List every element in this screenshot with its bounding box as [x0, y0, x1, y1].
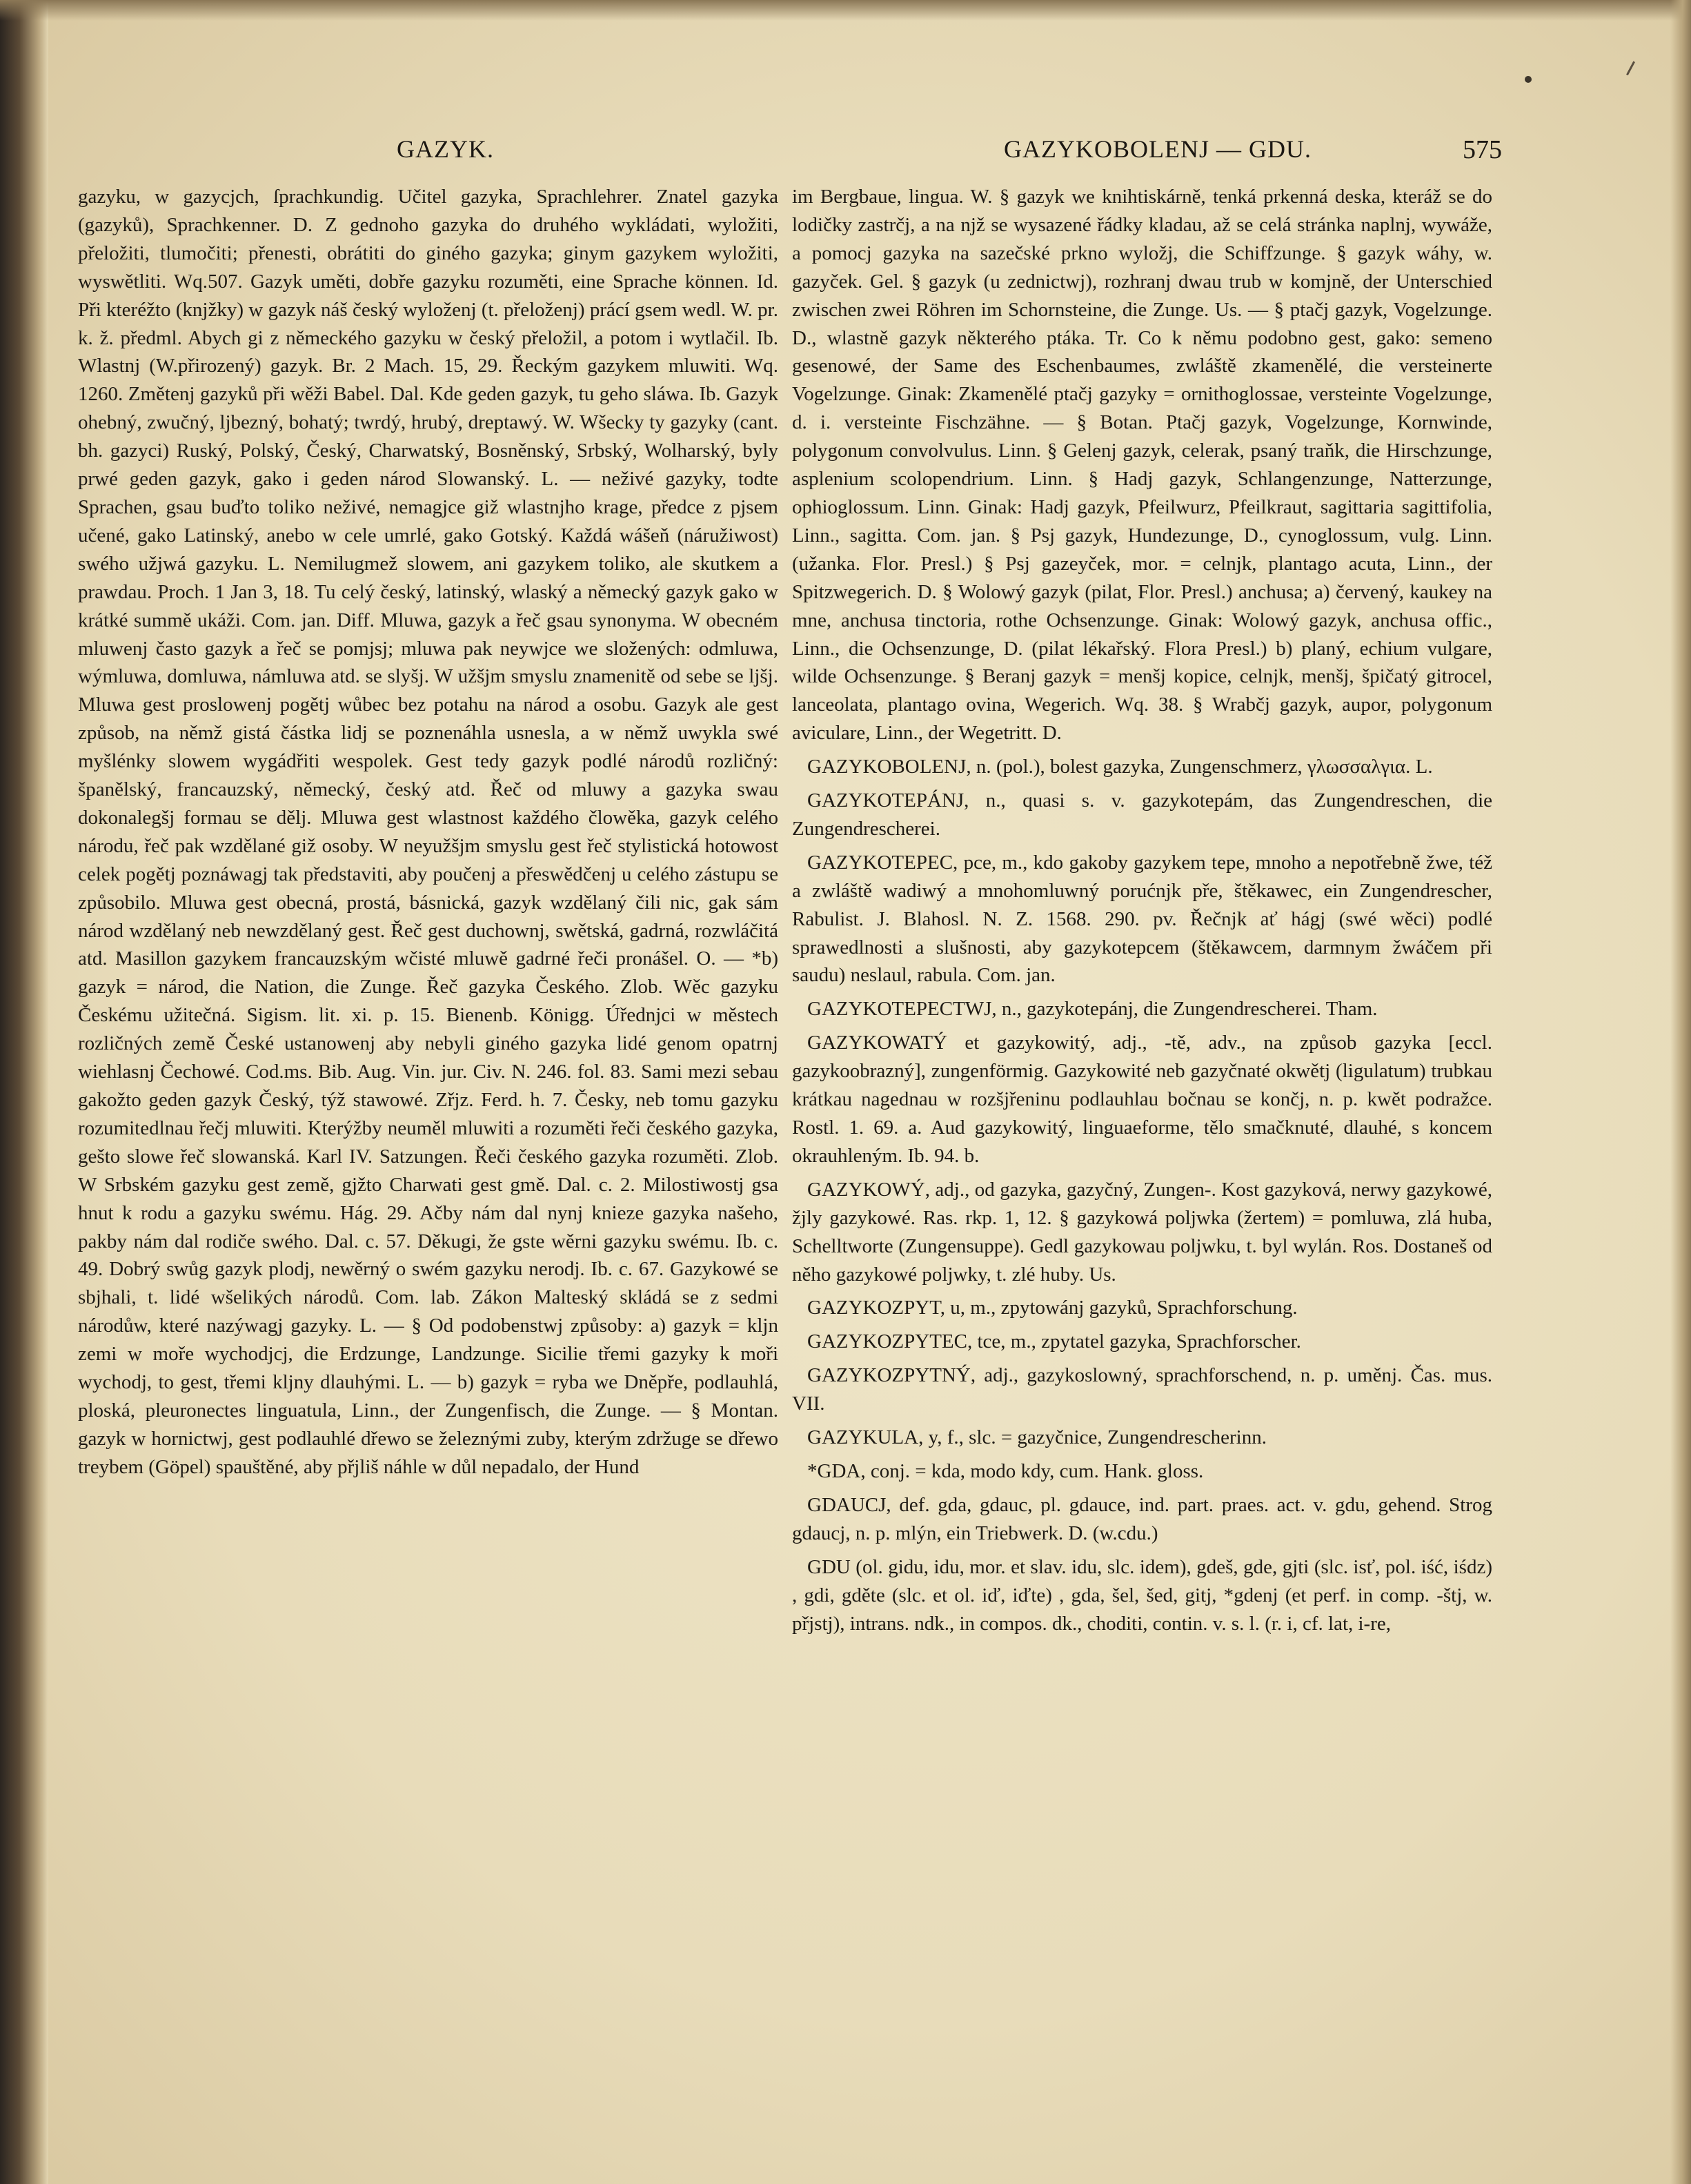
dictionary-entry: GAZYKOZPYTNÝ, adj., gazykoslowný, sprachforschend, n. p. uměnj. Čas. mus. VII. — [792, 1364, 1492, 1415]
header-left-title: GAZYK. — [397, 135, 494, 163]
pencil-mark — [1626, 61, 1635, 76]
dictionary-entry: GAZYKULA, y, f., slc. = gazyčnice, Zungendrescherinn. — [807, 1426, 1267, 1449]
dictionary-entry: GDU (ol. gidu, idu, mor. et slav. idu, slc. idem), gdeš, gde, gjti (slc. isť, pol. iść, iśdz) , gdi, gděte (slc. et ol. iď, iďte) , gda, šel, šed, gitj, *gdenj (et perf. in comp. -štj, w. přjstj), intrans. ndk., in compos. dk., choditi, contin. v. s. l. (r. i, cf. lat, i-re, — [792, 1555, 1492, 1635]
dictionary-entry: GDAUCJ, def. gda, gdauc, pl. gdauce, ind. part. praes. act. v. gdu, gehend. Strog gdaucj, n. p. mlýn, ein Triebwerk. D. (w.cdu.) — [792, 1493, 1492, 1544]
dictionary-entry: GAZYKOTEPEC, pce, m., kdo gakoby gazykem tepe, mnoho a nepotřebně žwe, též a zwláště wadiwý a mnohomluwný porućnjk pře, štěkawec, ein Zungendrescher, Rabulist. J. Blahosl. N. Z. 1568. 290. pv. Řečnjk ať hágj (swé wěci) podlé sprawedlnosti a slušnosti, aby gazykotepcem (štěkawcem, darmnym žwáčem při saudu) neslaul, rabula. Com. jan. — [792, 851, 1492, 987]
dictionary-entry: GAZYKOZPYT, u, m., zpytowánj gazyků, Sprachforschung. — [807, 1297, 1298, 1319]
dictionary-entry: GAZYKOZPYTEC, tce, m., zpytatel gazyka, Sprachforscher. — [807, 1330, 1301, 1353]
page-top-edge — [0, 0, 1691, 21]
text-paragraph: gazyku, w gazycjch, ſprachkundig. Učitel gazyka, Sprachlehrer. Znatel gazyka (gazyků), Sprachkenner. D. Z gednoho gazyka do druhého wykládati, wyložiti, přeložiti, tlumočiti; přenesti, obrátiti do giného gazyka; ginym gazykem wyložiti, wyswětliti. Wq.507. Gazyk uměti, dobře gazyku rozuměti, eine Sprache können. Id. Při kteréžto (knjžky) w gazyk náš český wyloženj (t. přeloženj) prácí gsem wedl. W. pr. k. ž. předml. Abych gi z německého gazyku w český přeložil, a potom i wytlačil. Ib. Wlastnj (W.přirozený) gazyk. Br. 2 Mach. 15, 29. Řeckým gazykem mluwiti. Wq. 1260. Změtenj gazyků při wěži Babel. Dal. Kde geden gazyk, tu geho sláwa. Ib. Gazyk ohebný, zwučný, ljbezný, bohatý; twrdý, hrubý, dreptawý. W. Wšecky ty gazyky (cant. bh. gazyci) Ruský, Polský, Český, Charwatský, Bosněnský, Srbský, Wolharský, byly prwé geden gazyk, gako i geden národ Slowanský. L. — neživé gazyky, todte Sprachen, gsau buďto toliko neživé, nemagjce giž wlastnjho krage, předce z pjsem učené, gako Latinský, anebo w cele umrlé, gako Gotský. Každá wášeň (náružiwost) swého užjwá gazyku. L. Nemilugmež slowem, ani gazykem toliko, ale skutkem a prawdau. Proch. 1 Jan 3, 18. Tu celý český, latinský, wlaský a německý gazyk gako w krátké summě ukáži. Com. jan. Diff. Mluwa, gazyk a řeč gsau synonyma. W obecném mluwenj často gazyk a řeč se pomjsj; mluwa pak neywjce we složených: odmluwa, wýmluwa, domluwa, námluwa atd. se slyšj. W užšjm smyslu znamenitě od sebe se ljšj. Mluwa gest proslowenj pogětj wůbec bez potahu na národ a osobu. Gazyk ale gest způsob, na němž gistá částka lidj se poznenáhla usnesla, a w němž uwykla swé myšlénky slowem wygádřiti wespolek. Gest tedy gazyk podlé národů rozličný: španělský, francauzský, německý, český atd. Řeč od mluwy a gazyka swau dokonalegšj formau se dělj. Mluwa gest wlastnost každého člowěka, gazyk celého národu, řeč pak wzdělané giž osoby. W neyužšjm smyslu gest řeč stylistická hotowost celek pogětj poznáwagj tak představiti, aby poučenj a přeswědčenj u celého zástupu se způsobilo. Mluwa gest obecná, prostá, básnická, gazyk wzdělaný čili nic, gak sám národ wzdělaný neb newzdělaný gest. Řeč gest duchownj, swětská, gadrná, rozwláčitá atd. Masillon gazykem francauzským wčisté mluwě gadrné řeči pronášel. O. — *b) gazyk = národ, die Nation, die Zunge. Řeč gazyka Českého. Zlob. Wěc gazyku Českému užitečná. Sigism. lit. xi. p. 15. Bienenb. Königg. Úřednjci w městech rozličných země České ustanowenj aby nebyli giného gazyka lidé genom opatrnj wiehlasnj Čechowé. Cod.ms. Bib. Aug. Vin. jur. Civ. N. 246. fol. 83. Sami mezi sebau gakožto geden gazyk Český, týž stawowé. Zřjz. Ferd. h. 7. Česky, neb tomu gazyku rozumitedlnau řečj mluwiti. Kterýžby neuměl mluwiti a rozuměti řeči českého gazyka, geštо slowe řeč slowanská. Karl IV. Satzungen. Řeči českého gazyka rozuměti. Zlob. W Srbském gazyku gest země, gjžto Charwati gest gmě. Dal. c. 2. Milostiwostj gsa hnut k rodu a gazyku swému. Hág. 29. Ačby nám dal nynj knieze gazyka našeho, pakby nám dal rodiče swého. Dal. c. 57. Děkugi, že gste wěrni gazyku swému. Ib. c. 49. Dobrý swůg gazyk plodj, newěrný o swém gazyku nerodj. Ib. c. 67. Gazykowé se sbjhali, t. lidé wšelikých národů. Com. lab. Zákon Maltеský skládá se z sedmi národůw, které nazýwagj gazyky. L. — § Od podobenstwj způsoby: a) gazyk = kljn zemi w moře wychodjcj, die Erdzunge, Landzunge. Sicilie třemi gazyky k moři wychodj, to gest, třemi kljny dlauhými. L. — b) gazyk = ryba we Dněpře, podlauhlá, ploská, pleuronectes linguatula, Linn., der Zungenfisch, die Zunge. — § Montan. gazyk w hornictwj, gest podlauhlé dřewo se železnými zuby, kterým zdržuge se dřewo treybem (Göpel) spauštěné, aby přjliš náhle w důl nepadalo, der Hund — [78, 186, 778, 1478]
dictionary-entry: GAZYKOWATÝ et gazykowitý, adj., -tě, adv., na způsob gazyka [eccl. gazykoobrazný], zungenförmig. Gazykowité neb gazyčnaté okwětj (ligulatum) trubkau krátkau nagednau w rozšjřeninu podlauhlau bočnau se končj, n. p. kwět podražce. Rostl. 1. 69. a. Aud gazykowitý, linguaeforme, tělo smačknuté, dlauhé, s koncem okrauhleným. Ib. 94. b. — [792, 1032, 1492, 1167]
dictionary-entry: GAZYKOWÝ, adj., od gazyka, gazyčný, Zungen-. Kost gazyková, nerwy gazykowé, žjly gazykowé. Ras. rkp. 1, 12. § gazykowá poljwka (žertem) = pomluwa, zlá huba, Schelltworte (Zungensuppe). Gedl gazykowau poljwku, t. byl wylán. Ros. Dostaneš od něho gazykowé poljwky, t. zlé huby. Us. — [792, 1178, 1492, 1286]
dictionary-entry: *GDA, conj. = kda, modo kdy, cum. Hank. gloss. — [807, 1459, 1204, 1482]
right-column — [792, 183, 1492, 2129]
left-column — [78, 183, 778, 2129]
dictionary-entry: GAZYKOTEPÁNJ, n., quasi s. v. gazykotepám, das Zungendreschen, die Zungendrescherei. — [792, 789, 1492, 840]
running-header — [83, 135, 1511, 176]
ink-spot — [1525, 76, 1532, 83]
text-paragraph: im Bergbaue, lingua. W. § gazyk we knihtiskárně, tenká prkenná deska, kteráž se do lodičky zastrčj, a na njž se wysazené řádky kladau, až se celá stránka naplnj, wywáže, a pomocj gazyka na sazečské prkno wyložj, die Schiffzunge. § gazyk wáhy, w. gazyček. Gel. § gazyk (u zednictwj), rozhranj dwau trub w komjně, der Unterschied zwischen zwei Röhren im Schornsteine, die Zunge. Us. — § ptačj gazyk, Vogelzunge. D., wlastně gazyk některého ptáka. Tr. Co k němu podobno gest, gako: semeno gesenowé, der Same des Eschenbaumes, zwláště zkamenělé, die versteinerte Vogelzunge. Ginak: Zkamenělé ptačj gazyky = ornithoglossae, versteinte Vogelzunge, d. i. versteinte Fischzähne. — § Botan. Ptačj gazyk, Vogelzunge, Kornwinde, polygonum convolvulus. Linn. § Gelenj gazyk, celerak, psaný traňk, die Hirschzunge, asplenium scolopendrium. Linn. § Hadj gazyk, Schlangenzunge, Natterzunge, ophioglossum. Linn. Ginak: Hadj gazyk, Pfeilwurz, Pfeilkraut, sagittaria sagittifolia, Linn., sagitta. Com. jan. § Psj gazyk, Hundezunge, D., cynoglossum, vulg. Linn. (užanka. Flor. Presl.) § Psj gazeyček, mor. = celnjk, plantago acuta, Linn., der Spitzwegerich. D. § Wolowý gazyk (pilat, Flor. Presl.) anchusa; a) červený, kaukey na mne, anchusa tinctoria, rothe Ochsenzunge. Ginak: Wolowý gazyk, anchusa offic., Linn., die Ochsenzunge, D. (pilat lékařský. Flora Presl.) b) planý, echium vulgare, wilde Ochsenzunge. § Beranj gazyk = menšj kopice, celnjk, menšj, špičatý gitrocel, lanceolata, plantago ovina, Wegerich. Wq. 38. § Wrabčj gazyk, aupor, polygonum aviculare, Linn., der Wegetritt. D. — [792, 186, 1492, 745]
page-right-edge — [1670, 0, 1691, 2184]
book-gutter — [0, 0, 48, 2184]
dictionary-entry: GAZYKOTEPECTWJ, n., gazykotepánj, die Zungendrescherei. Tham. — [807, 998, 1378, 1021]
dictionary-entry: GAZYKOBOLENJ, n. (pol.), bolest gazyka, Zungenschmerz, γλωσσαλγια. L. — [807, 756, 1433, 778]
header-right-title: GAZYKOBOLENJ — GDU. — [1004, 135, 1312, 163]
page-number: 575 — [1463, 135, 1502, 164]
